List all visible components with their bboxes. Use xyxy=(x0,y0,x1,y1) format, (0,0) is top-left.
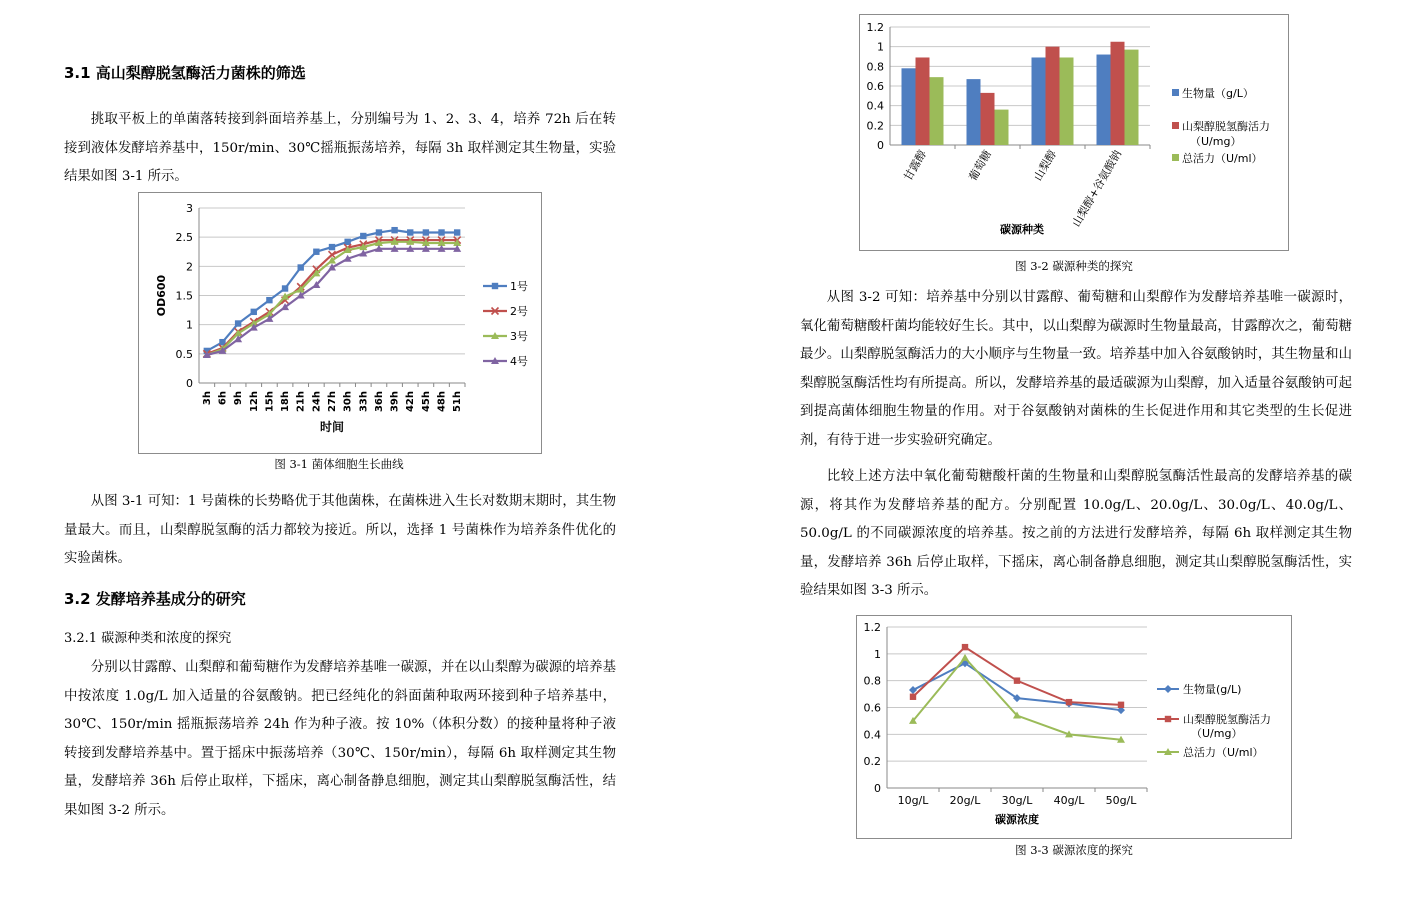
chart3-ytick-label: 1 xyxy=(874,647,881,661)
paragraph-1: 挑取平板上的单菌落转接到斜面培养基上，分别编号为 1、2、3、4，培养 72h 后在转接到液体发酵培养基中，150r/min、30℃摇瓶振荡培养，每隔 3h 取样测定其生物量，实验结果如图 3-1 所示。 xyxy=(64,112,616,184)
subsection-title-3-2-1: 3.2.1 碳源种类和浓度的探究 xyxy=(64,631,232,646)
chart2-bar-2 xyxy=(1111,42,1125,145)
chart3-xtick-label: 20g/L xyxy=(949,794,981,807)
chart1-xtick-label: 27h xyxy=(327,391,338,413)
chart1-y-axis-label: OD600 xyxy=(155,274,168,317)
section-title-3-1: 3.1 高山梨醇脱氢酶活力菌株的筛选 xyxy=(64,64,306,82)
chart1-xtick-label: 6h xyxy=(217,391,229,406)
chart3-xtick-label: 50g/L xyxy=(1105,794,1137,807)
chart3-legend-label-1: 生物量(g/L) xyxy=(1183,683,1242,696)
chart1-series-1-point xyxy=(251,309,257,315)
chart3-ytick-label: 0.2 xyxy=(863,755,881,769)
paragraph-2: 从图 3-1 可知：1 号菌株的长势略优于其他菌株，在菌株进入生长对数期末期时，其生物量最大。而且，山梨醇脱氢酶的活力都较为接近。所以，选择 1 号菌株作为培养条件优化的实验菌株。 xyxy=(64,494,616,566)
chart1-xtick-label: 24h xyxy=(311,391,323,413)
chart2-bar-2 xyxy=(916,57,930,145)
carbon-source-type-chart xyxy=(860,15,1288,250)
chart1-ytick-label: 2 xyxy=(186,260,193,274)
chart1-series-1-point xyxy=(235,320,241,326)
chart2-bar-1 xyxy=(967,79,981,145)
chart2-bar-2 xyxy=(1046,47,1060,145)
chart1-xtick-label: 39h xyxy=(389,391,401,413)
chart3-series-2-point xyxy=(1014,677,1020,683)
chart2-xtick-label: 葡萄糖 xyxy=(966,148,995,184)
paragraph-4: 从图 3-2 可知：培养基中分别以甘露醇、葡萄糖和山梨醇作为发酵培养基唯一碳源时，氧化葡萄糖酸杆菌均能较好生长。其中，以山梨醇为碳源时生物量最高，甘露醇次之，葡萄糖最少。山梨醇脱氢酶活力的大小顺序与生物量一致。培养基中加入谷氨酸钠时，其生物量和山梨醇脱氢酶活性均有所提高。所以，发酵培养基的最适碳源为山梨醇，加入适量谷氨酸钠可起到提高菌体细胞生物量的作用。对于谷氨酸钠对菌株的生长促进作用和其它类型的生长促进剂，有待于进一步实验研究确定。 xyxy=(800,290,1352,448)
chart1-xtick-label: 12h xyxy=(248,391,260,413)
chart1-series-1-point xyxy=(438,229,444,235)
chart1-series-1-point xyxy=(344,239,350,245)
chart1-ytick-label: 2.5 xyxy=(175,231,193,245)
paragraph-5: 比较上述方法中氧化葡萄糖酸杆菌的生物量和山梨醇脱氢酶活性最高的发酵培养基的碳源，将其作为发酵培养基的配方。分别配置 10.0g/L、20.0g/L、30.0g/L、40.0g/L、50.0g/L 的不同碳源浓度的培养基。按之前的方法进行发酵培养，每隔 6h 取样测定其生物量，发酵培养 36h 后停止取样，下摇床，离心制备静息细胞，测定其山梨醇脱氢酶活性，实验结果如图 3-3 所示。 xyxy=(800,469,1352,598)
chart2-ytick-label: 0 xyxy=(877,139,884,152)
chart1-ytick-label: 3 xyxy=(186,202,193,215)
chart1-ytick-label: 1 xyxy=(186,318,193,332)
chart2-ytick-label: 1.2 xyxy=(866,21,884,34)
chart1-series-1-point xyxy=(407,229,413,235)
chart2-bar-3 xyxy=(930,77,944,145)
chart1-xtick-label: 18h xyxy=(280,391,292,413)
chart2-legend-swatch-1 xyxy=(1172,89,1179,96)
chart1-ytick-label: 0 xyxy=(186,377,193,390)
chart3-xtick-label: 10g/L xyxy=(897,794,929,807)
chart2-legend-swatch-3 xyxy=(1172,154,1179,161)
chart1-legend-label-1: 1号 xyxy=(510,280,528,293)
chart1-ytick-label: 0.5 xyxy=(175,347,193,361)
chart3-ytick-label: 0.8 xyxy=(863,674,881,688)
chart2-ytick-label: 0.8 xyxy=(866,60,884,74)
chart1-series-1-point xyxy=(376,229,382,235)
chart1-xtick-label: 21h xyxy=(295,391,307,413)
figure-3-3 xyxy=(856,615,1292,839)
chart3-legend-label-3: 总活力（U/ml） xyxy=(1183,746,1264,759)
chart2-bar-3 xyxy=(1060,57,1074,145)
chart1-series-1-point xyxy=(360,233,366,239)
chart3-series-2-point xyxy=(1066,699,1072,705)
figure-3-3-caption: 图 3-3 碳源浓度的探究 xyxy=(1015,843,1133,857)
chart2-bar-3 xyxy=(1125,50,1139,145)
chart1-xtick-label: 30h xyxy=(342,391,354,413)
chart3-xtick-label: 30g/L xyxy=(1001,794,1033,807)
chart3-ytick-label: 0.6 xyxy=(863,701,881,715)
chart1-x-axis-label: 时间 xyxy=(319,420,345,434)
chart3-series-3-point xyxy=(961,654,969,661)
chart1-xtick-label: 3h xyxy=(201,391,213,406)
chart1-xtick-label: 51h xyxy=(452,391,464,413)
chart1-series-1-point xyxy=(313,249,319,255)
chart2-bar-1 xyxy=(1097,55,1111,145)
chart1-xtick-label: 15h xyxy=(264,391,276,413)
chart2-bar-3 xyxy=(995,110,1009,145)
chart1-series-1-point xyxy=(423,229,429,235)
chart1-series-1-point xyxy=(391,227,397,233)
chart1-series-1-point xyxy=(298,264,304,270)
chart2-ytick-label: 0.4 xyxy=(866,99,884,113)
chart2-legend-label-2-unit: （U/mg） xyxy=(1190,135,1242,148)
chart2-ytick-label: 0.2 xyxy=(866,119,884,133)
figure-3-2-caption: 图 3-2 碳源种类的探究 xyxy=(1015,259,1133,273)
chart3-ytick-label: 0.4 xyxy=(863,728,881,742)
chart2-bar-1 xyxy=(1032,57,1046,145)
chart1-legend-label-3: 3号 xyxy=(510,330,528,343)
figure-3-1 xyxy=(138,192,542,454)
chart1-series-1-point xyxy=(266,297,272,303)
chart2-legend-label-2: 山梨醇脱氢酶活力 xyxy=(1182,120,1270,133)
chart2-bar-2 xyxy=(981,93,995,145)
chart1-xtick-label: 45h xyxy=(420,391,432,413)
figure-3-2 xyxy=(859,14,1289,251)
chart2-xtick-label: 山梨醇 xyxy=(1031,148,1060,184)
growth-curve-chart xyxy=(139,193,541,453)
chart1-series-1-point xyxy=(282,285,288,291)
chart1-legend-label-2: 2号 xyxy=(510,305,528,318)
chart1-xtick-label: 9h xyxy=(233,391,245,406)
chart3-legend-marker-1 xyxy=(1164,685,1172,693)
carbon-concentration-chart xyxy=(857,616,1291,838)
chart1-legend-label-4: 4号 xyxy=(510,355,528,368)
chart1-series-1-point xyxy=(454,229,460,235)
chart2-x-axis-label: 碳源种类 xyxy=(1000,223,1044,236)
chart3-legend-label-2-unit: （U/mg） xyxy=(1191,727,1243,740)
chart3-series-2-point xyxy=(1118,702,1124,708)
chart2-legend-label-3: 总活力（U/ml） xyxy=(1182,152,1263,165)
figure-3-1-caption: 图 3-1 菌体细胞生长曲线 xyxy=(274,457,404,471)
chart1-series-1-point xyxy=(329,244,335,250)
chart2-ytick-label: 1 xyxy=(877,40,884,54)
section-title-3-2: 3.2 发酵培养基成分的研究 xyxy=(64,590,246,608)
chart2-xtick-label: 山梨醇+谷氨酸钠 xyxy=(1069,148,1125,230)
chart3-legend-label-2: 山梨醇脱氢酶活力 xyxy=(1183,713,1271,726)
chart2-xtick-label: 甘露醇 xyxy=(901,148,930,184)
chart3-series-2-point xyxy=(910,694,916,700)
chart1-xtick-label: 36h xyxy=(373,391,385,413)
chart2-bar-1 xyxy=(902,68,916,145)
chart1-xtick-label: 42h xyxy=(405,391,417,413)
chart1-xtick-label: 48h xyxy=(436,391,448,413)
paragraph-3: 分别以甘露醇、山梨醇和葡萄糖作为发酵培养基唯一碳源，并在以山梨醇为碳源的培养基中按浓度 1.0g/L 加入适量的谷氨酸钠。把已经纯化的斜面菌种取两环接到种子培养基中，30℃、150r/min 摇瓶振荡培养 24h 作为种子液。按 10%（体积分数）的接种量将种子液转接到发酵培养基中。置于摇床中振荡培养（30℃、150r/min），每隔 6h 取样测定其生物量，发酵培养 36h 后停止取样，下摇床，离心制备静息细胞，测定其山梨醇脱氢酶活性，结果如图 3-2 所示。 xyxy=(64,660,616,818)
chart3-series-2-point xyxy=(962,644,968,650)
chart1-ytick-label: 1.5 xyxy=(175,289,193,303)
chart1-legend-marker-1 xyxy=(492,283,498,289)
chart1-xtick-label: 33h xyxy=(358,391,370,413)
chart3-xtick-label: 40g/L xyxy=(1053,794,1085,807)
chart3-x-axis-label: 碳源浓度 xyxy=(995,813,1039,826)
chart2-ytick-label: 0.6 xyxy=(866,80,884,93)
chart3-ytick-label: 1.2 xyxy=(863,621,881,634)
chart2-legend-swatch-2 xyxy=(1172,122,1179,129)
chart3-legend-marker-2 xyxy=(1165,716,1171,722)
chart3-ytick-label: 0 xyxy=(874,782,881,795)
chart2-legend-label-1: 生物量（g/L） xyxy=(1182,87,1254,100)
